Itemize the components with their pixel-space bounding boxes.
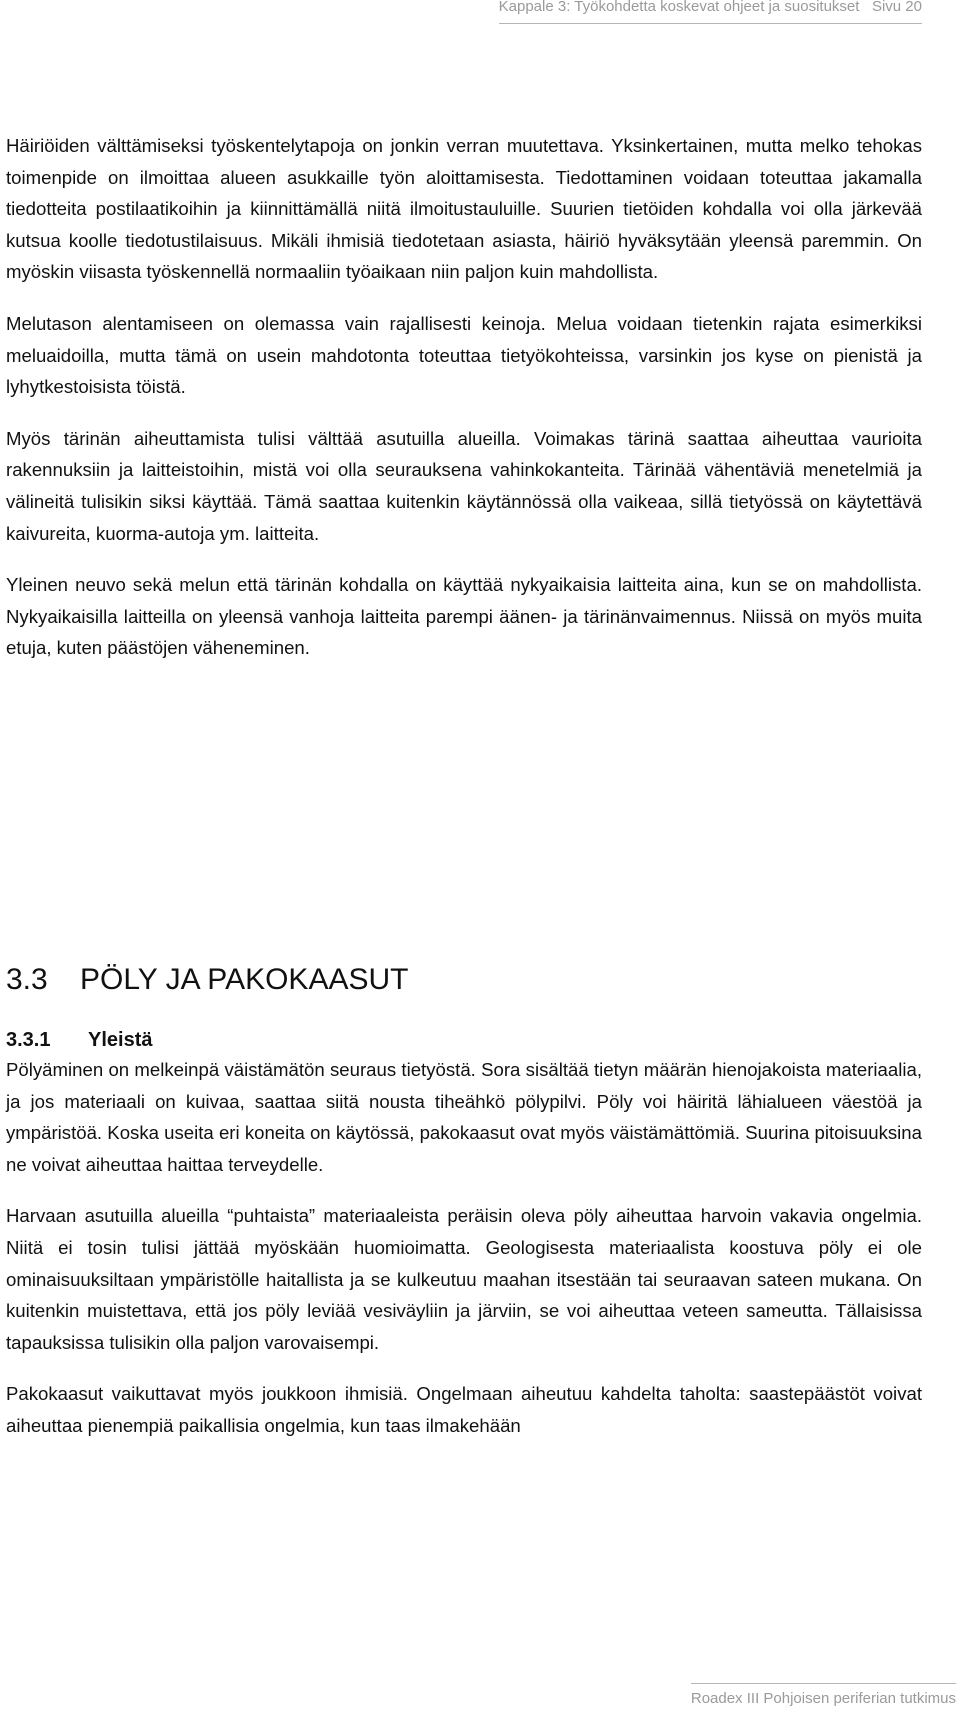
subsection-number: 3.3.1 [6, 1029, 51, 1051]
header-rule [499, 23, 922, 24]
paragraph: Myös tärinän aiheuttamista tulisi välttää asutuilla alueilla. Voimakas tärinä saattaa aiheuttaa vaurioita rakennuksiin ja laitteistoihin, mistä voi olla seurauksena vahinkokanteita. Tärinää vähentäviä menetelmiä ja välineitä tulisikin siksi käyttää. Tämä saattaa kuitenkin käytännössä olla vaikeaa, sillä tietyössä on käytettävä kaivureita, kuorma-autoja ym. laitteita. [6, 427, 922, 544]
paragraph: Häiriöiden välttämiseksi työskentelytapoja on jonkin verran muutettava. Yksinkertainen, mutta melko tehokas toimenpide on ilmoittaa alueen asukkaille työn aloittamisesta. Tiedottaminen voidaan toteuttaa jakamalla tiedotteita postilaatikoihin ja kiinnittämällä niitä ilmoitustauluille. Suurien tietöiden kohdalla voi olla järkevää kutsua koolle tiedotustilaisuus. Mikäli ihmisiä tiedotetaan asiasta, häiriö hyväksytään yleensä paremmin. On myöskin viisasta työskennellä normaaliin työaikaan niin paljon kuin mahdollista. [6, 135, 922, 283]
paragraph: Melutason alentamiseen on olemassa vain rajallisesti keinoja. Melua voidaan tietenkin rajata esimerkiksi meluaidoilla, mutta tämä on usein mahdotonta toteuttaa tietyökohteissa, varsinkin jos kyse on pienistä ja lyhytkestoisista töistä. [6, 312, 922, 398]
section-number: 3.3 [6, 963, 48, 996]
paragraph: Yleinen neuvo sekä melun että tärinän kohdalla on käyttää nykyaikaisia laitteita aina, kun se on mahdollista. Nykyaikaisilla laitteilla on yleensä vanhoja laitteita parempi äänen- ja tärinänvaimennus. Niissä on myös muita etuja, kuten päästöjen väheneminen. [6, 574, 922, 659]
paragraph: Pakokaasut vaikuttavat myös joukkoon ihmisiä. Ongelmaan aiheutuu kahdelta taholta: saastepäästöt voivat aiheuttaa pienempiä paikallisia ongelmia, kun taas ilmakehään [6, 1383, 922, 1436]
body-text-top [6, 130, 922, 684]
page-header [499, 0, 922, 28]
subsection-title: Yleistä [88, 1029, 153, 1051]
paragraph: Harvaan asutuilla alueilla “puhtaista” materiaaleista peräisin oleva pöly aiheuttaa harvoin vakavia ongelmia. Niitä ei tosin tulisi jättää myöskään huomioimatta. Geologisesta materiaalista koostuva pöly ei ole ominaisuuksiltaan ympäristölle haitallista ja se kulkeutuu maahan itsestään tai seuraavan sateen mukana. On kuitenkin muistettava, että jos pöly leviää vesiväyliin ja järviin, se voi aiheuttaa veteen sameutta. Tällaisissa tapauksissa tulisikin olla paljon varovaisempi. [6, 1205, 922, 1353]
section-title: PÖLY JA PAKOKAASUT [80, 963, 409, 996]
header-chapter-title: Kappale 3: Työkohdetta koskevat ohjeet ja suositukset [498, 0, 860, 15]
footer-text: Roadex III Pohjoisen periferian tutkimus [690, 1690, 956, 1707]
body-text-bottom [6, 1054, 922, 1462]
paragraph: Pölyäminen on melkeinpä väistämätön seuraus tietyöstä. Sora sisältää tietyn määrän hienojakoista materiaalia, ja jos materiaali on kuivaa, saattaa siitä nousta tiheähkö pölypilvi. Pöly voi häiritä lähialueen väestöä ja ympäristöä. Koska useita eri koneita on käytössä, pakokaasut ovat myös väistämättömiä. Suurina pitoisuuksina ne voivat aiheuttaa haittaa terveydelle. [6, 1059, 922, 1175]
page-footer [691, 1690, 956, 1707]
section-heading [6, 962, 408, 998]
footer-rule [691, 1683, 956, 1684]
header-page-number: Sivu 20 [871, 0, 922, 15]
subsection-heading [6, 1026, 152, 1054]
